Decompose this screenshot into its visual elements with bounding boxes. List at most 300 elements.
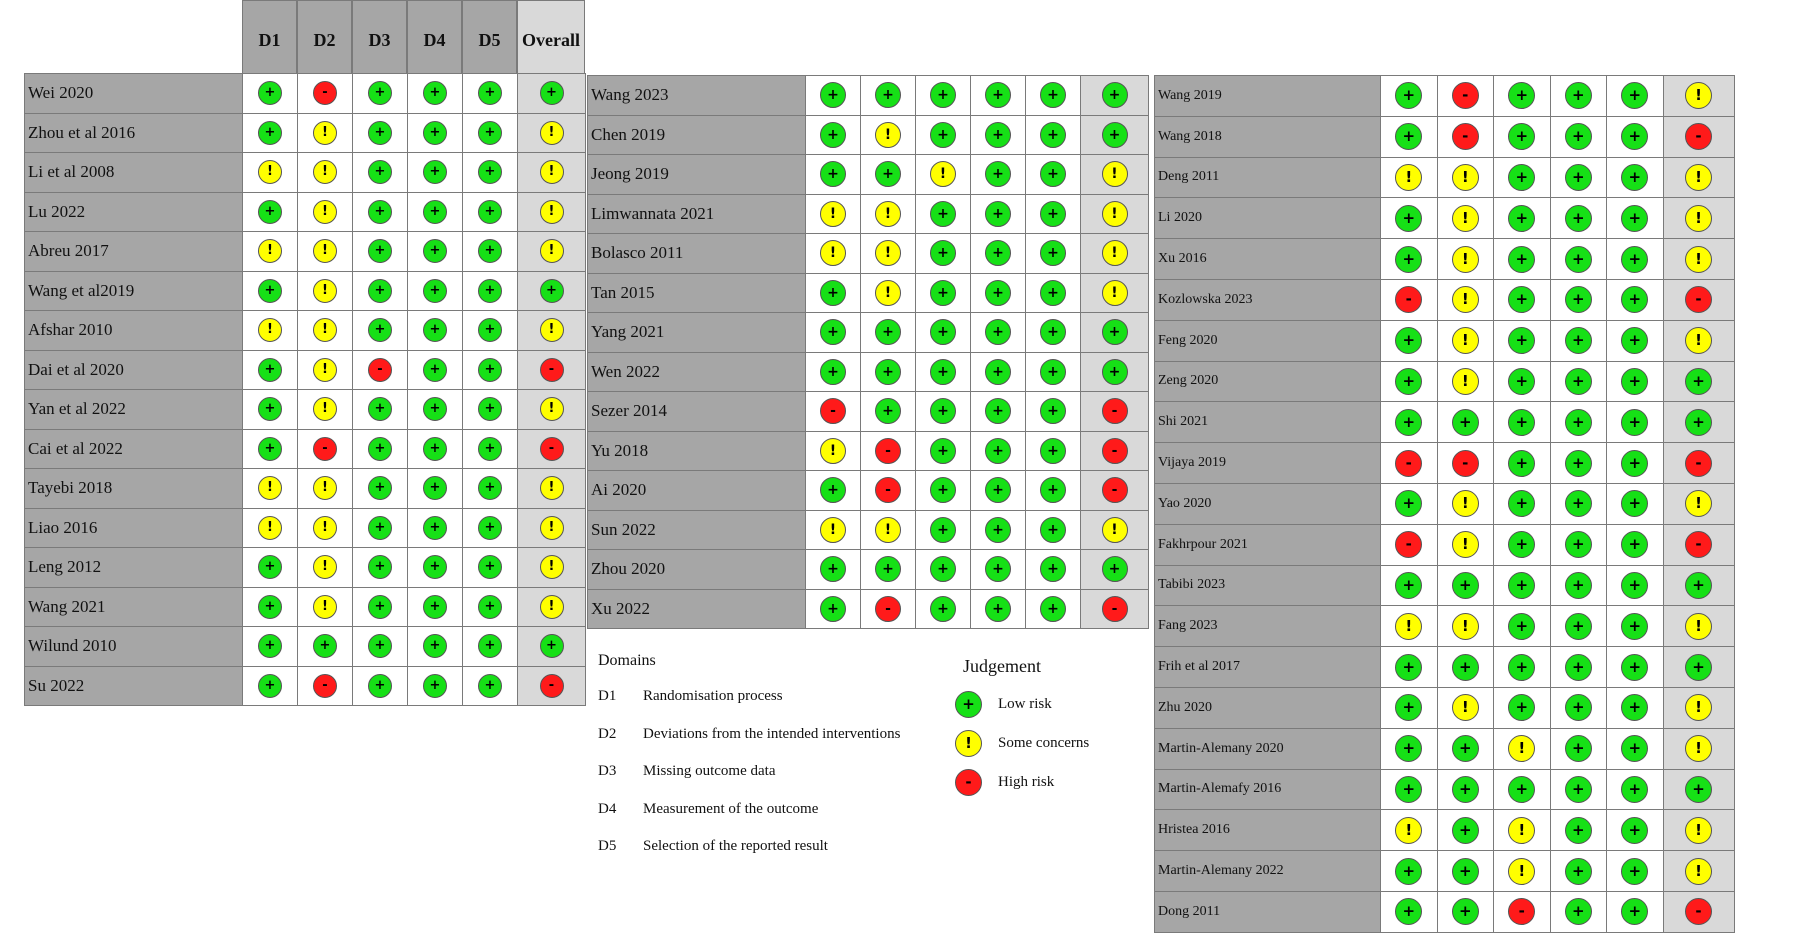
some-concerns-icon: !	[1102, 161, 1128, 187]
domain-cell	[408, 153, 463, 193]
low-risk-icon: +	[1452, 817, 1479, 844]
some-concerns-icon: !	[1395, 613, 1422, 640]
some-concerns-icon: !	[1102, 517, 1128, 543]
domain-cell	[916, 431, 971, 471]
low-risk-icon: +	[540, 634, 564, 658]
study-name: Fang 2023	[1155, 606, 1381, 647]
low-risk-icon: +	[820, 477, 846, 503]
low-risk-icon: +	[930, 477, 956, 503]
domain-cell	[243, 390, 298, 430]
high-risk-icon: -	[1508, 898, 1535, 925]
domain-cell	[1494, 361, 1551, 402]
some-concerns-icon: !	[313, 555, 337, 579]
some-concerns-icon: !	[1452, 286, 1479, 313]
low-risk-icon: +	[875, 556, 901, 582]
domain-cell	[1607, 565, 1664, 606]
domain-cell	[806, 155, 861, 195]
domain-cell	[916, 76, 971, 116]
study-name: Vijaya 2019	[1155, 443, 1381, 484]
domain-cell	[1437, 606, 1494, 647]
domain-cell	[408, 271, 463, 311]
domain-cell	[1437, 891, 1494, 932]
low-risk-icon: +	[1565, 776, 1592, 803]
low-risk-icon: +	[1452, 776, 1479, 803]
some-concerns-icon: !	[313, 121, 337, 145]
study-name: Dai et al 2020	[25, 350, 243, 390]
overall-cell	[1663, 279, 1734, 320]
low-risk-icon: +	[1395, 572, 1422, 599]
domain-cell	[1437, 361, 1494, 402]
low-risk-icon: +	[1395, 735, 1422, 762]
study-name: Leng 2012	[25, 548, 243, 588]
low-risk-icon: +	[423, 595, 447, 619]
domain-cell	[806, 431, 861, 471]
domain-cell	[463, 469, 518, 509]
low-risk-icon: +	[1565, 817, 1592, 844]
some-concerns-icon: !	[540, 121, 564, 145]
low-risk-icon: +	[1395, 694, 1422, 721]
low-risk-icon: +	[1508, 368, 1535, 395]
low-risk-icon: +	[1685, 368, 1712, 395]
domain-cell	[298, 74, 353, 114]
domain-cell	[1026, 155, 1081, 195]
domain-cell	[971, 115, 1026, 155]
overall-cell	[1663, 891, 1734, 932]
domain-cell	[1381, 851, 1438, 892]
low-risk-icon: +	[1452, 858, 1479, 885]
domain-cell	[298, 271, 353, 311]
domain-cell	[298, 587, 353, 627]
domain-cell	[463, 232, 518, 272]
domain-cell	[353, 232, 408, 272]
domain-cell	[353, 350, 408, 390]
low-risk-icon: +	[930, 82, 956, 108]
judgement-high: - High risk	[955, 763, 1089, 802]
low-risk-icon: +	[875, 359, 901, 385]
low-risk-icon: +	[478, 121, 502, 145]
overall-cell	[1081, 115, 1149, 155]
low-risk-icon: +	[1565, 531, 1592, 558]
domain-cell	[1437, 524, 1494, 565]
domain-cell	[298, 113, 353, 153]
high-risk-icon: -	[875, 477, 901, 503]
low-risk-icon: +	[1565, 572, 1592, 599]
low-risk-icon: +	[1040, 161, 1066, 187]
study-name: Li et al 2008	[25, 153, 243, 193]
some-concerns-icon: !	[1685, 613, 1712, 640]
low-risk-icon: +	[1621, 82, 1648, 109]
domain-cell	[1607, 443, 1664, 484]
overall-cell	[1663, 851, 1734, 892]
study-name: Wang 2018	[1155, 116, 1381, 157]
some-concerns-icon: !	[875, 240, 901, 266]
study-name: Yan et al 2022	[25, 390, 243, 430]
high-risk-icon: -	[1685, 123, 1712, 150]
high-risk-icon: -	[1685, 898, 1712, 925]
low-risk-icon: +	[1565, 694, 1592, 721]
study-name: Yao 2020	[1155, 483, 1381, 524]
domain-cell	[1494, 402, 1551, 443]
domains-legend	[598, 652, 900, 866]
overall-cell	[518, 271, 586, 311]
domain-cell	[916, 471, 971, 511]
low-risk-icon: +	[478, 476, 502, 500]
domain-cell	[408, 548, 463, 588]
some-concerns-icon: !	[1685, 490, 1712, 517]
low-risk-icon: +	[1565, 735, 1592, 762]
domain-cell	[243, 113, 298, 153]
low-risk-icon: +	[258, 397, 282, 421]
overall-cell	[1081, 550, 1149, 590]
low-risk-icon: +	[423, 476, 447, 500]
domain-cell	[353, 666, 408, 706]
domain-cell	[1607, 279, 1664, 320]
low-risk-icon: +	[478, 200, 502, 224]
domain-cell	[916, 589, 971, 629]
domain-cell	[916, 550, 971, 590]
domain-cell	[298, 627, 353, 667]
study-row	[588, 550, 1149, 590]
overall-cell	[1081, 471, 1149, 511]
domain-cell	[1381, 647, 1438, 688]
overall-cell	[1663, 647, 1734, 688]
domain-cell	[1381, 483, 1438, 524]
domain-cell	[1381, 524, 1438, 565]
domain-cell	[806, 273, 861, 313]
low-risk-icon: +	[478, 674, 502, 698]
header-d3: D3	[352, 0, 407, 74]
domain-cell	[1437, 565, 1494, 606]
low-risk-icon: +	[1685, 409, 1712, 436]
low-risk-icon: +	[820, 596, 846, 622]
some-concerns-icon: !	[1685, 164, 1712, 191]
domain-cell	[1550, 851, 1607, 892]
header-d4: D4	[407, 0, 462, 74]
domain-cell	[806, 115, 861, 155]
low-risk-icon: +	[985, 122, 1011, 148]
domain-cell	[806, 589, 861, 629]
domain-cell	[1437, 728, 1494, 769]
domain-d3: D3 Missing outcome data	[598, 763, 776, 780]
high-risk-icon: -	[1102, 477, 1128, 503]
domain-cell	[1550, 606, 1607, 647]
domain-cell	[463, 113, 518, 153]
low-risk-icon: +	[423, 634, 447, 658]
domain-cell	[1494, 279, 1551, 320]
domain-cell	[971, 155, 1026, 195]
domain-cell	[1607, 320, 1664, 361]
domain-cell	[1381, 606, 1438, 647]
low-risk-icon: +	[1040, 517, 1066, 543]
low-risk-icon: +	[423, 239, 447, 263]
some-concerns-icon: !	[1508, 858, 1535, 885]
low-risk-icon: +	[368, 397, 392, 421]
study-name: Wang 2021	[25, 587, 243, 627]
low-risk-icon: +	[1508, 776, 1535, 803]
low-risk-icon: +	[1621, 654, 1648, 681]
overall-cell	[1663, 402, 1734, 443]
low-risk-icon: +	[1508, 450, 1535, 477]
low-risk-icon: +	[1565, 898, 1592, 925]
low-risk-icon: +	[985, 556, 1011, 582]
domain-cell	[353, 113, 408, 153]
some-concerns-icon: !	[930, 161, 956, 187]
overall-cell	[518, 666, 586, 706]
high-risk-icon: -	[540, 437, 564, 461]
overall-cell	[518, 390, 586, 430]
domain-cell	[1026, 471, 1081, 511]
domain-cell	[806, 510, 861, 550]
study-name: Hristea 2016	[1155, 810, 1381, 851]
domain-cell	[298, 192, 353, 232]
low-risk-icon: +	[368, 318, 392, 342]
overall-cell	[1663, 198, 1734, 239]
low-risk-icon: +	[1508, 694, 1535, 721]
low-risk-icon: +	[1565, 368, 1592, 395]
overall-cell	[1663, 687, 1734, 728]
domain-cell	[1607, 76, 1664, 117]
some-concerns-icon: !	[540, 160, 564, 184]
overall-cell	[1663, 443, 1734, 484]
low-risk-icon: +	[368, 516, 392, 540]
domain-cell	[463, 587, 518, 627]
domains-title: Domains	[598, 652, 656, 669]
low-risk-icon: +	[1508, 246, 1535, 273]
domain-cell	[971, 273, 1026, 313]
domain-cell	[916, 155, 971, 195]
domain-cell	[916, 194, 971, 234]
low-risk-icon: +	[1395, 123, 1422, 150]
domain-cell	[1607, 769, 1664, 810]
study-name: Tayebi 2018	[25, 469, 243, 509]
domain-cell	[1381, 320, 1438, 361]
some-concerns-icon: !	[1452, 694, 1479, 721]
low-risk-icon: +	[985, 161, 1011, 187]
risk-of-bias-table	[24, 73, 586, 706]
judgement-some: ! Some concerns	[955, 724, 1089, 763]
study-row	[1155, 361, 1735, 402]
study-row	[25, 508, 586, 548]
low-risk-icon: +	[258, 200, 282, 224]
domain-cell	[408, 311, 463, 351]
low-risk-icon: +	[478, 239, 502, 263]
domain-cell	[1437, 443, 1494, 484]
domain-cell	[353, 74, 408, 114]
overall-cell	[518, 627, 586, 667]
domain-cell	[1381, 76, 1438, 117]
study-name: Wang 2019	[1155, 76, 1381, 117]
panel-3	[1154, 75, 1735, 933]
domain-cell	[298, 508, 353, 548]
overall-cell	[1663, 524, 1734, 565]
study-name: Frih et al 2017	[1155, 647, 1381, 688]
study-name: Wei 2020	[25, 74, 243, 114]
low-risk-icon: +	[1621, 694, 1648, 721]
low-risk-icon: +	[1040, 82, 1066, 108]
high-risk-icon: -	[1395, 286, 1422, 313]
high-risk-icon: -	[1102, 596, 1128, 622]
low-risk-icon: +	[1565, 450, 1592, 477]
low-risk-icon: +	[1621, 123, 1648, 150]
domain-cell	[1026, 234, 1081, 274]
low-risk-icon: +	[1621, 450, 1648, 477]
domain-cell	[408, 508, 463, 548]
domain-cell	[1607, 198, 1664, 239]
some-concerns-icon: !	[313, 318, 337, 342]
low-risk-icon: +	[1102, 82, 1128, 108]
low-risk-icon: +	[423, 358, 447, 382]
some-concerns-icon: !	[313, 358, 337, 382]
low-risk-icon: +	[1565, 164, 1592, 191]
low-risk-icon: +	[1395, 82, 1422, 109]
some-concerns-icon: !	[1685, 246, 1712, 273]
low-risk-icon: +	[258, 279, 282, 303]
study-row	[1155, 239, 1735, 280]
domain-cell	[353, 271, 408, 311]
low-risk-icon: +	[313, 634, 337, 658]
low-risk-icon: +	[368, 674, 392, 698]
low-risk-icon: +	[820, 280, 846, 306]
domain-cell	[298, 666, 353, 706]
some-concerns-icon: !	[1452, 327, 1479, 354]
domain-cell	[1381, 198, 1438, 239]
domain-cell	[971, 392, 1026, 432]
low-risk-icon: +	[423, 516, 447, 540]
low-risk-icon: +	[258, 437, 282, 461]
domain-cell	[861, 313, 916, 353]
low-risk-icon: +	[1621, 368, 1648, 395]
study-row	[25, 350, 586, 390]
domain-cell	[806, 392, 861, 432]
study-row	[25, 113, 586, 153]
study-row	[1155, 606, 1735, 647]
low-risk-icon: +	[1565, 409, 1592, 436]
some-concerns-icon: !	[1395, 164, 1422, 191]
study-row	[25, 587, 586, 627]
low-risk-icon: +	[423, 160, 447, 184]
study-name: Tabibi 2023	[1155, 565, 1381, 606]
some-concerns-icon: !	[1452, 164, 1479, 191]
study-name: Dong 2011	[1155, 891, 1381, 932]
study-name: Su 2022	[25, 666, 243, 706]
low-risk-icon: +	[1040, 201, 1066, 227]
overall-cell	[1081, 194, 1149, 234]
low-risk-icon: +	[1395, 246, 1422, 273]
low-risk-icon: +	[1452, 409, 1479, 436]
study-row	[1155, 891, 1735, 932]
low-risk-icon: +	[1565, 858, 1592, 885]
low-risk-icon: +	[1040, 122, 1066, 148]
overall-cell	[1663, 810, 1734, 851]
domain-cell	[1381, 157, 1438, 198]
low-risk-icon: +	[1621, 735, 1648, 762]
high-risk-icon: -	[1395, 531, 1422, 558]
some-concerns-icon: !	[1452, 246, 1479, 273]
high-risk-icon: -	[1452, 450, 1479, 477]
domain-cell	[861, 234, 916, 274]
study-row	[25, 311, 586, 351]
overall-cell	[1663, 769, 1734, 810]
domain-cell	[1381, 402, 1438, 443]
domain-cell	[408, 666, 463, 706]
domain-cell	[1026, 392, 1081, 432]
low-risk-icon: +	[1685, 572, 1712, 599]
low-risk-icon: +	[875, 398, 901, 424]
low-risk-icon: +	[368, 634, 392, 658]
domain-cell	[1607, 851, 1664, 892]
some-concerns-icon: !	[313, 595, 337, 619]
domain-cell	[408, 469, 463, 509]
domain-cell	[243, 429, 298, 469]
domain-cell	[1437, 647, 1494, 688]
domain-cell	[916, 392, 971, 432]
low-risk-icon: +	[1621, 327, 1648, 354]
high-risk-icon: -	[1452, 82, 1479, 109]
high-risk-icon: -	[313, 81, 337, 105]
some-concerns-icon: !	[313, 160, 337, 184]
study-row	[25, 390, 586, 430]
overall-cell	[1663, 76, 1734, 117]
domain-cell	[1607, 687, 1664, 728]
domain-cell	[1437, 483, 1494, 524]
low-risk-icon: +	[985, 438, 1011, 464]
low-risk-icon: +	[258, 634, 282, 658]
high-risk-icon: -	[875, 438, 901, 464]
some-concerns-icon: !	[258, 476, 282, 500]
study-row	[1155, 483, 1735, 524]
domain-cell	[298, 232, 353, 272]
domain-cell	[408, 627, 463, 667]
low-risk-icon: +	[368, 279, 392, 303]
some-concerns-icon: !	[1685, 694, 1712, 721]
study-row	[588, 589, 1149, 629]
low-risk-icon: +	[258, 674, 282, 698]
domain-cell	[916, 115, 971, 155]
domain-cell	[1550, 239, 1607, 280]
low-risk-icon: +	[1565, 82, 1592, 109]
high-risk-icon: -	[875, 596, 901, 622]
some-concerns-icon: !	[540, 516, 564, 540]
low-risk-icon: +	[1040, 240, 1066, 266]
overall-cell	[1663, 116, 1734, 157]
panel-1	[24, 73, 586, 706]
domain-cell	[353, 192, 408, 232]
low-risk-icon: +	[1508, 123, 1535, 150]
low-risk-icon: +	[985, 477, 1011, 503]
domain-cell	[243, 666, 298, 706]
low-risk-icon: +	[930, 438, 956, 464]
study-name: Chen 2019	[588, 115, 806, 155]
domain-cell	[1026, 115, 1081, 155]
low-risk-icon: +	[1395, 858, 1422, 885]
domain-cell	[1494, 606, 1551, 647]
domain-cell	[243, 469, 298, 509]
domain-cell	[1607, 524, 1664, 565]
some-concerns-icon: !	[1102, 280, 1128, 306]
study-name: Limwannata 2021	[588, 194, 806, 234]
some-concerns-icon: !	[1685, 858, 1712, 885]
study-name: Wilund 2010	[25, 627, 243, 667]
domain-cell	[353, 469, 408, 509]
study-name: Zhou et al 2016	[25, 113, 243, 153]
low-risk-icon: +	[875, 319, 901, 345]
low-risk-icon: +	[478, 595, 502, 619]
domain-cell	[1607, 483, 1664, 524]
some-concerns-icon: !	[258, 318, 282, 342]
domain-cell	[806, 471, 861, 511]
overall-cell	[518, 153, 586, 193]
low-risk-icon: +	[1452, 572, 1479, 599]
